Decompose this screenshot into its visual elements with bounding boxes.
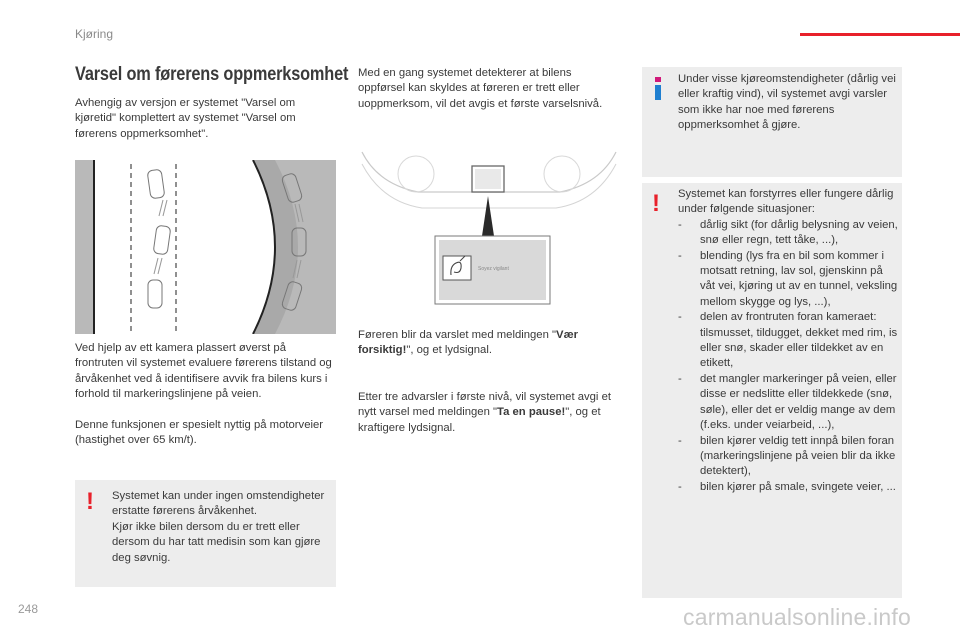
list-item: - det mangler markeringer på veien, eller disse er nedslitte eller tildekkede (snø, søle), eller det er veldig mange av dem (f.eks. under veiarbeid, ...), [678, 372, 897, 432]
lane-drift-drawing [75, 160, 336, 334]
motorway-note-paragraph: Denne funksjonen er spesielt nyttig på motorveier (hastighet over 65 km/t). [75, 419, 324, 447]
second-alert-before: Etter tre advarsler i første nivå, vil systemet avgi et nytt varsel med meldingen " [358, 391, 612, 419]
display-caption: Soyez vigilant [478, 266, 509, 272]
list-item: - bilen kjører på smale, svingete veier, ... [678, 480, 896, 493]
warning-intro: Systemet kan forstyrres eller fungere dårlig under følgende situasjoner: [678, 188, 894, 216]
warning-text-2: Kjør ikke bilen dersom du er trett eller dersom du har tatt medisin som kan gjøre deg søvnig. [112, 520, 321, 564]
info-text: Under visse kjøreomstendigheter (dårlig vei eller kraftig vind), vil systemet avgi varsler som ikke har noe med førerens oppmerksomhet å gjøre. [678, 73, 896, 132]
first-alert-message: Vær forsiktig! [358, 329, 579, 357]
intro-paragraph: Avhengig av versjon er systemet "Varsel om kjøretid" komplettert av systemet "Varsel om førerens oppmerksomhet". [75, 97, 296, 140]
list-item: - blending (lys fra en bil som kommer i motsatt retning, lav sol, gjenskinn på våt vei, kjøring ut av en tunnel, veksling mellom skygge og lys, ...), [678, 249, 898, 308]
warning-exclamation-icon: ! [86, 488, 94, 515]
dashboard-drawing [358, 144, 620, 322]
watermark: carmanualsonline.info [683, 604, 911, 630]
camera-description-paragraph: Ved hjelp av ett kamera plassert øverst på frontruten vil systemet evaluere førerens tilstand og årvåkenhet ved å identifisere avvik fra bilens kurs i forhold til markeringslinjene på veien. [75, 342, 332, 401]
second-alert-message: Ta en pause! [497, 406, 566, 419]
first-alert-before: Føreren blir da varslet med meldingen " [358, 329, 557, 341]
right-warning-box [642, 183, 902, 598]
lane-drift-illustration [75, 160, 336, 334]
conditions-list [678, 218, 900, 495]
warning-exclamation-icon: ! [652, 190, 660, 217]
second-alert-paragraph [358, 390, 612, 436]
warning-text-1: Systemet kan under ingen omstendigheter erstatte førerens årvåkenhet. [112, 490, 325, 518]
left-warning-box [75, 480, 336, 587]
info-box [642, 67, 902, 177]
info-icon [654, 77, 662, 100]
section-label: Kjøring [75, 27, 114, 41]
list-item: - dårlig sikt (for dårlig belysning av veien, snø eller regn, tett tåke, ...), [678, 218, 898, 247]
page-title: Varsel om førerens oppmerksomhet [75, 64, 349, 85]
first-alert-paragraph [358, 328, 612, 359]
list-item: - delen av frontruten foran kameraet: tilsmusset, tildugget, dekket med rim, is eller snø, skader eller tildekket av en etikett, [678, 311, 898, 370]
header-accent-rule [800, 33, 960, 36]
dashboard-display-illustration [358, 144, 620, 322]
page-number: 248 [18, 602, 39, 616]
first-level-intro-paragraph: Med en gang systemet detekterer at bilens oppførsel kan skyldes at føreren er trett eller uoppmerksom, vil det avgis et første varselsnivå. [358, 67, 603, 110]
first-alert-after: ", og et lydsignal. [406, 344, 492, 357]
second-alert-after: ", og et kraftigere lydsignal. [358, 406, 601, 434]
list-item: - bilen kjører veldig tett innpå bilen foran (markeringslinjene på veien blir da ikke detektert), [678, 434, 896, 478]
